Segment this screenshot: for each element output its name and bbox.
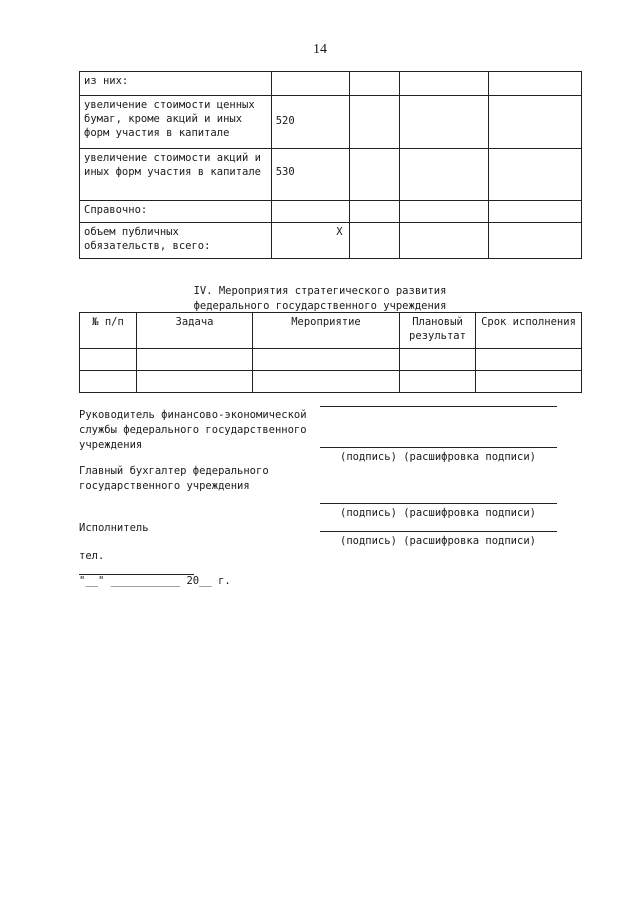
table-row [80, 72, 582, 96]
table-row [80, 349, 582, 371]
finance-table [79, 71, 582, 259]
row-label: из них: [80, 72, 272, 96]
table-header-row [80, 313, 582, 349]
row-mark: X [271, 223, 349, 259]
row-cell [489, 201, 582, 223]
header-cell: Плановый результат [400, 313, 476, 349]
row-label: Справочно: [80, 201, 272, 223]
phone-label: тел. [79, 550, 105, 562]
table-row [80, 149, 582, 201]
table-row [80, 223, 582, 259]
row-code [271, 201, 349, 223]
row-cell [253, 371, 400, 393]
signature-caption: (подпись) (расшифровка подписи) [340, 535, 536, 547]
signature-caption: (подпись) (расшифровка подписи) [340, 507, 536, 519]
row-cell [489, 72, 582, 96]
table-row [80, 96, 582, 149]
row-label: увеличение стоимости акций и иных форм участия в капитале [80, 149, 272, 201]
signature-line [320, 406, 557, 407]
table-row [80, 201, 582, 223]
row-cell [400, 149, 489, 201]
events-table [79, 312, 582, 393]
row-cell [400, 349, 476, 371]
header-cell: Задача [137, 313, 253, 349]
row-label: объем публичных обязательств, всего: [80, 223, 272, 259]
row-cell [349, 201, 400, 223]
executor-label: Исполнитель [79, 522, 149, 534]
row-cell [80, 349, 137, 371]
row-cell [349, 149, 400, 201]
row-cell [476, 349, 582, 371]
row-cell [400, 96, 489, 149]
signature-line [320, 531, 557, 532]
row-cell [400, 201, 489, 223]
signature-line [320, 447, 557, 448]
table-row [80, 371, 582, 393]
row-cell [489, 223, 582, 259]
row-cell [80, 371, 137, 393]
row-cell [349, 223, 400, 259]
row-cell [349, 72, 400, 96]
row-cell [489, 149, 582, 201]
row-code: 520 [271, 96, 349, 149]
row-cell [476, 371, 582, 393]
section-title [0, 284, 640, 314]
row-cell [137, 349, 253, 371]
row-cell [400, 371, 476, 393]
header-cell: Мероприятие [253, 313, 400, 349]
row-cell [400, 223, 489, 259]
row-label: увеличение стоимости ценных бумаг, кроме акций и иных форм участия в капитале [80, 96, 272, 149]
signature-caption: (подпись) (расшифровка подписи) [340, 451, 536, 463]
finance-head-label: Руководитель финансово-экономической службы федерального государственного учреждения [79, 409, 307, 451]
row-cell [489, 96, 582, 149]
page-number: 14 [313, 42, 327, 57]
row-cell [253, 349, 400, 371]
header-cell: № п/п [80, 313, 137, 349]
date-line: "__" ___________ 20__ г. [79, 575, 231, 587]
header-cell: Срок исполнения [476, 313, 582, 349]
row-code [271, 72, 349, 96]
section-title-line: IV. Мероприятия стратегического развития [193, 285, 447, 297]
chief-accountant-label: Главный бухгалтер федерального государственного учреждения [79, 465, 269, 492]
row-cell [349, 96, 400, 149]
section-title-line: федерального государственного учреждения [193, 300, 447, 312]
row-cell [400, 72, 489, 96]
row-code: 530 [271, 149, 349, 201]
signature-line [320, 503, 557, 504]
row-cell [137, 371, 253, 393]
